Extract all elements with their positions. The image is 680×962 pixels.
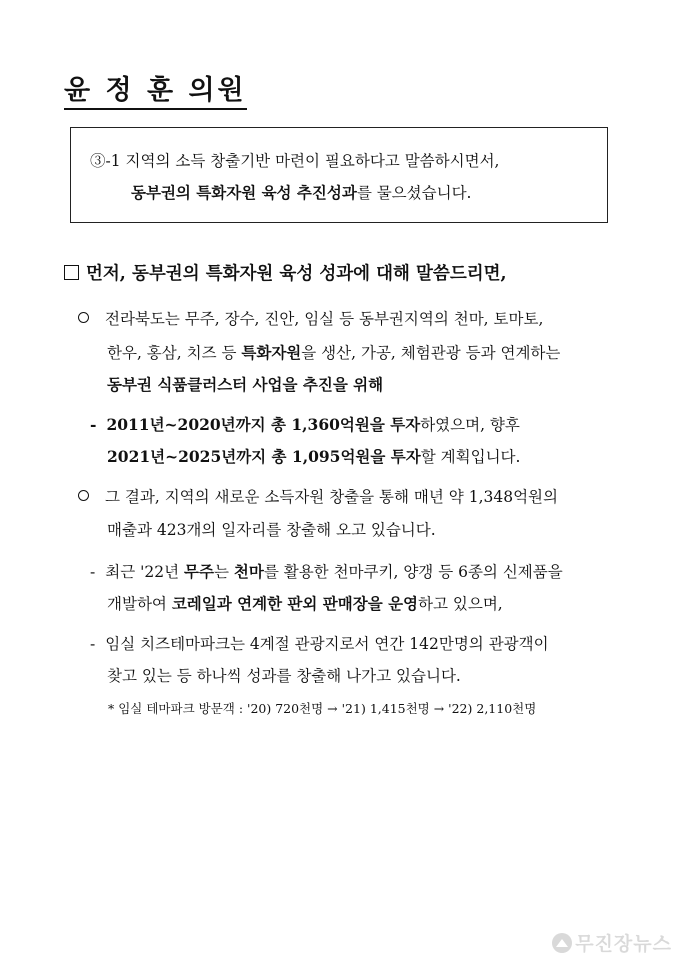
watermark: 무진장뉴스 xyxy=(552,929,672,956)
sub3-line-2: 찾고 있는 등 하나씩 성과를 창출해 나가고 있습니다. xyxy=(107,667,461,685)
dash-bullet: - xyxy=(90,563,96,581)
sub3-line-1: - 임실 치즈테마파크는 4계절 관광지로서 연간 142만명의 관광객이 xyxy=(90,635,549,653)
item1-line-2: 한우, 홍삼, 치즈 등 특화자원을 생산, 가공, 체험관광 등과 연계하는 xyxy=(107,343,561,362)
item2-line-2: 매출과 423개의 일자리를 창출해 오고 있습니다. xyxy=(107,521,436,539)
sub1-line-2: 2021년~2025년까지 총 1,095억원을 투자할 계획입니다. xyxy=(107,447,521,466)
section-heading xyxy=(64,260,507,285)
question-line-1: ③-1 지역의 소득 창출기반 마련이 필요하다고 말씀하시면서, xyxy=(90,152,500,170)
square-bullet-icon xyxy=(64,265,79,280)
question-box xyxy=(70,127,608,223)
section-heading-text: 먼저, 동부권의 특화자원 육성 성과에 대해 말씀드리면, xyxy=(86,264,507,284)
footnote: * 임실 테마파크 방문객 : '20) 720천명 → '21) 1,415천명 → '22) 2,110천명 xyxy=(108,701,537,716)
item1-highlight-resource: 특화자원 xyxy=(241,343,302,362)
question-topic: 동부권의 특화자원 육성 추진성과 xyxy=(131,183,357,202)
sub1-line-1: - 2011년~2020년까지 총 1,360억원을 투자하였으며, 향후 xyxy=(90,415,520,434)
dash-bullet: - xyxy=(90,415,97,434)
sub2-line-1: - 최근 '22년 무주는 천마를 활용한 천마쿠키, 양갱 등 6종의 신제품을 xyxy=(90,562,563,581)
circle-bullet-icon xyxy=(78,490,89,501)
item1-line-3: 동부권 식품클러스터 사업을 추진을 위해 xyxy=(107,375,384,394)
item1-highlight-project: 동부권 식품클러스터 사업 xyxy=(107,375,283,394)
item1-line-1: 전라북도는 무주, 장수, 진안, 임실 등 동부권지역의 천마, 토마토, xyxy=(78,307,543,329)
circle-bullet-icon xyxy=(78,312,89,323)
dash-bullet: - xyxy=(90,635,96,653)
mountain-logo-icon xyxy=(552,933,572,953)
question-line-2-rest: 를 물으셨습니다. xyxy=(356,184,472,202)
document-title: 윤 정 훈 의원 xyxy=(64,76,247,110)
sub2-highlight: 코레일과 연계한 판외 판매장을 운영 xyxy=(171,594,419,613)
sub2-line-2: 개발하여 코레일과 연계한 판외 판매장을 운영하고 있으며, xyxy=(107,594,503,613)
question-line-2 xyxy=(131,177,471,209)
item2-line-1: 그 결과, 지역의 새로운 소득자원 창출을 통해 매년 약 1,348억원의 xyxy=(78,485,558,507)
